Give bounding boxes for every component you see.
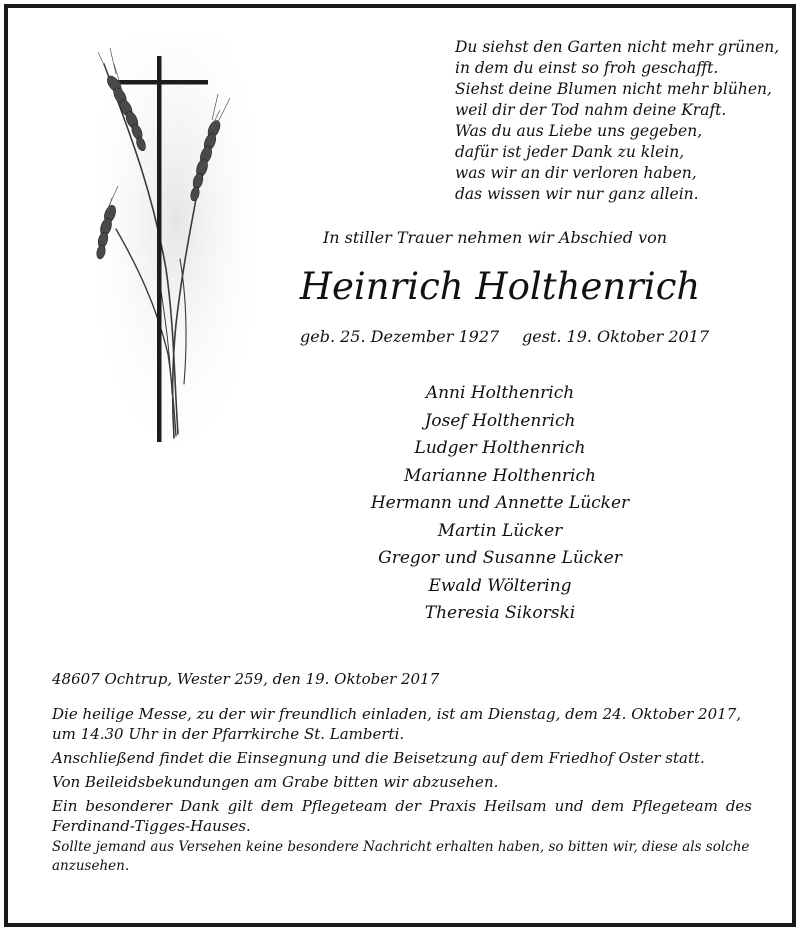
poem <box>455 37 780 205</box>
birth-date: geb. 25. Dezember 1927 <box>300 327 500 346</box>
poem-line: Was du aus Liebe uns gegeben, <box>455 122 703 140</box>
poem-line: das wissen wir nur ganz allein. <box>455 185 699 203</box>
poem-line: Du siehst den Garten nicht mehr grünen, <box>455 38 780 56</box>
death-date: gest. 19. Oktober 2017 <box>522 327 710 346</box>
mourner-name: Theresia Sikorski <box>424 603 576 623</box>
intro-text: In stiller Trauer nehmen wir Abschied von <box>322 228 668 247</box>
poem-line: in dem du einst so froh geschafft. <box>455 59 719 77</box>
notice-note: Sollte jemand aus Versehen keine besondere Nachricht erhalten haben, so bitten wir, diese als solche anzusehen. <box>52 839 750 874</box>
mourner-name: Martin Lücker <box>437 520 563 541</box>
condolences-note: Von Beileidsbekundungen am Grabe bitten wir abzusehen. <box>52 773 499 791</box>
mourner-name: Ewald Wöltering <box>428 575 572 596</box>
thanks-note: Ein besonderer Dank gilt dem Pflegeteam der Praxis Heilsam und dem Pflegeteam des Ferdinand-Tigges-Hauses. <box>52 797 752 835</box>
poem-line: dafür ist jeder Dank zu klein, <box>455 143 685 161</box>
poem-line: was wir an dir verloren haben, <box>455 164 697 182</box>
deceased-name: Heinrich Holthenrich <box>299 265 701 308</box>
mourner-name: Gregor und Susanne Lücker <box>378 548 622 568</box>
cross-wheat-illustration <box>96 34 256 450</box>
place-and-date: 48607 Ochtrup, Wester 259, den 19. Oktober 2017 <box>52 670 440 688</box>
funeral-details <box>52 669 752 876</box>
poem-line: weil dir der Tod nahm deine Kraft. <box>455 101 727 119</box>
burial-info: Anschließend findet die Einsegnung und die Beisetzung auf dem Friedhof Oster statt. <box>52 749 705 767</box>
poem-line: Siehst deine Blumen nicht mehr blühen, <box>455 80 772 98</box>
mourner-name: Josef Holthenrich <box>424 410 576 431</box>
mourner-name: Hermann und Annette Lücker <box>370 493 630 513</box>
mourners-list <box>300 380 700 628</box>
mourner-name: Marianne Holthenrich <box>404 465 596 486</box>
mourner-name: Ludger Holthenrich <box>414 438 586 458</box>
mourner-name: Anni Holthenrich <box>425 383 575 403</box>
mass-info: Die heilige Messe, zu der wir freundlich einladen, ist am Dienstag, dem 24. Oktober 2017, um 14.30 Uhr in der Pfarrkirche St. Lamberti. <box>52 705 742 743</box>
